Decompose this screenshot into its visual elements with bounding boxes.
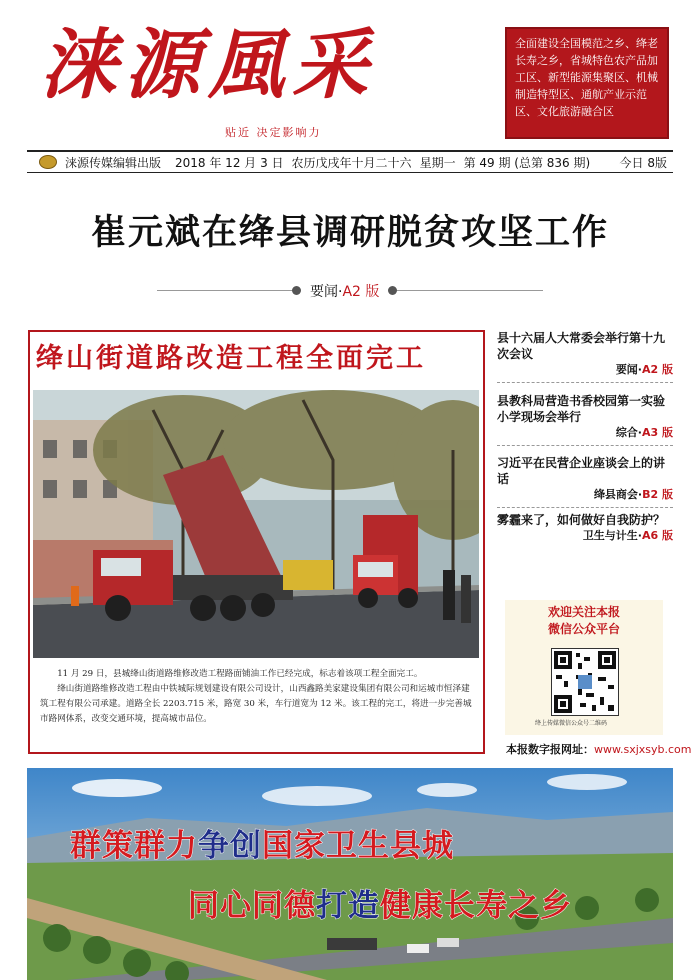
masthead-title: 涞源風采 (40, 20, 376, 109)
story-body (40, 667, 472, 727)
banner-slogan-1: 群策群力争创国家卫生县城 (70, 828, 454, 864)
mission-box: 全面建设全国模范之乡、绛老长寿之乡，省城特色农产品加工区、新型能源集聚区、机械制造特型区、通航产业示范区、文化旅游融合区 (505, 27, 669, 139)
road-construction-photo (33, 390, 479, 658)
publisher-logo-icon (39, 155, 57, 169)
teaser-ref: 绛县商会·B2 版 (593, 488, 673, 501)
issue-info-bar (27, 150, 673, 173)
teaser-title: 习近平在民营企业座谈会上的讲话 (497, 456, 666, 486)
masthead-top-rule (27, 12, 497, 13)
website-label: 本报数字报网址： (506, 743, 594, 756)
teaser-item[interactable] (497, 330, 673, 383)
masthead-slogan: 贴近 决定影响力 (225, 126, 322, 139)
teaser-divider (497, 445, 673, 446)
bullet-icon (292, 286, 301, 295)
teaser-item[interactable] (497, 512, 673, 544)
teaser-ref: 卫生与计生·A6 版 (582, 529, 673, 542)
banner-slogan-2: 同心同德打造健康长寿之乡 (188, 888, 572, 924)
teaser-divider (497, 507, 673, 508)
teaser-item[interactable] (497, 455, 673, 508)
ref-page: A2 版 (342, 284, 380, 300)
page-count: 今日 8版 (619, 155, 667, 170)
teaser-title: 县十六届人大常委会举行第十九次会议 (497, 331, 666, 361)
ref-section: 要闻· (310, 284, 343, 300)
headline-ref[interactable] (300, 281, 389, 301)
wechat-line2: 微信公众平台 (547, 622, 620, 636)
issue-date: 2018 年 12 月 3 日 (175, 155, 284, 170)
promo-banner (27, 768, 673, 980)
wechat-promo-title (505, 604, 663, 638)
qr-code-icon[interactable] (551, 648, 619, 716)
teaser-ref: 综合·A3 版 (615, 426, 673, 439)
teaser-divider (497, 382, 673, 383)
teaser-ref: 要闻·A2 版 (615, 363, 673, 376)
website-line[interactable] (506, 741, 692, 757)
story-paragraph: 绛山街道路维修改造工程由中铁城际规划建设有限公司设计，山西鑫路美家建设集团有限公司和运城市恒泽建筑工程有限公司承建。道路全长 2203.715 米，路宽 30 米，车行道宽为 12 米。该工程的完工，将进一步完善城市路网体系，改变交通环境，提高城市品位。 (40, 684, 472, 724)
story-title[interactable]: 绛山街道路改造工程全面完工 (36, 343, 426, 374)
teaser-title: 雾霾来了，如何做好自我防护？ (497, 513, 666, 527)
weekday: 星期一 (419, 155, 456, 170)
story-paragraph: 11 月 29 日，县城绛山街道路维修改造工程路面铺油工作已经完成，标志着该项工程全面完工。 (57, 669, 423, 679)
teaser-title: 县教科局营造书香校园第一实验小学现场会举行 (497, 394, 666, 424)
wechat-line1: 欢迎关注本报 (547, 605, 620, 619)
qr-caption: 绛上传媒微信公众号二维码 (535, 720, 608, 727)
website-url[interactable]: www.sxjxsyb.com (594, 743, 692, 756)
issue-number: 第 49 期 (总第 836 期) (463, 155, 591, 170)
lead-headline[interactable]: 崔元斌在绛县调研脱贫攻坚工作 (90, 213, 609, 253)
teaser-item[interactable] (497, 393, 673, 446)
bullet-icon (388, 286, 397, 295)
publisher: 涞源传媒编辑出版 (65, 155, 162, 170)
lunar-date: 农历戊戌年十月二十六 (291, 155, 412, 170)
